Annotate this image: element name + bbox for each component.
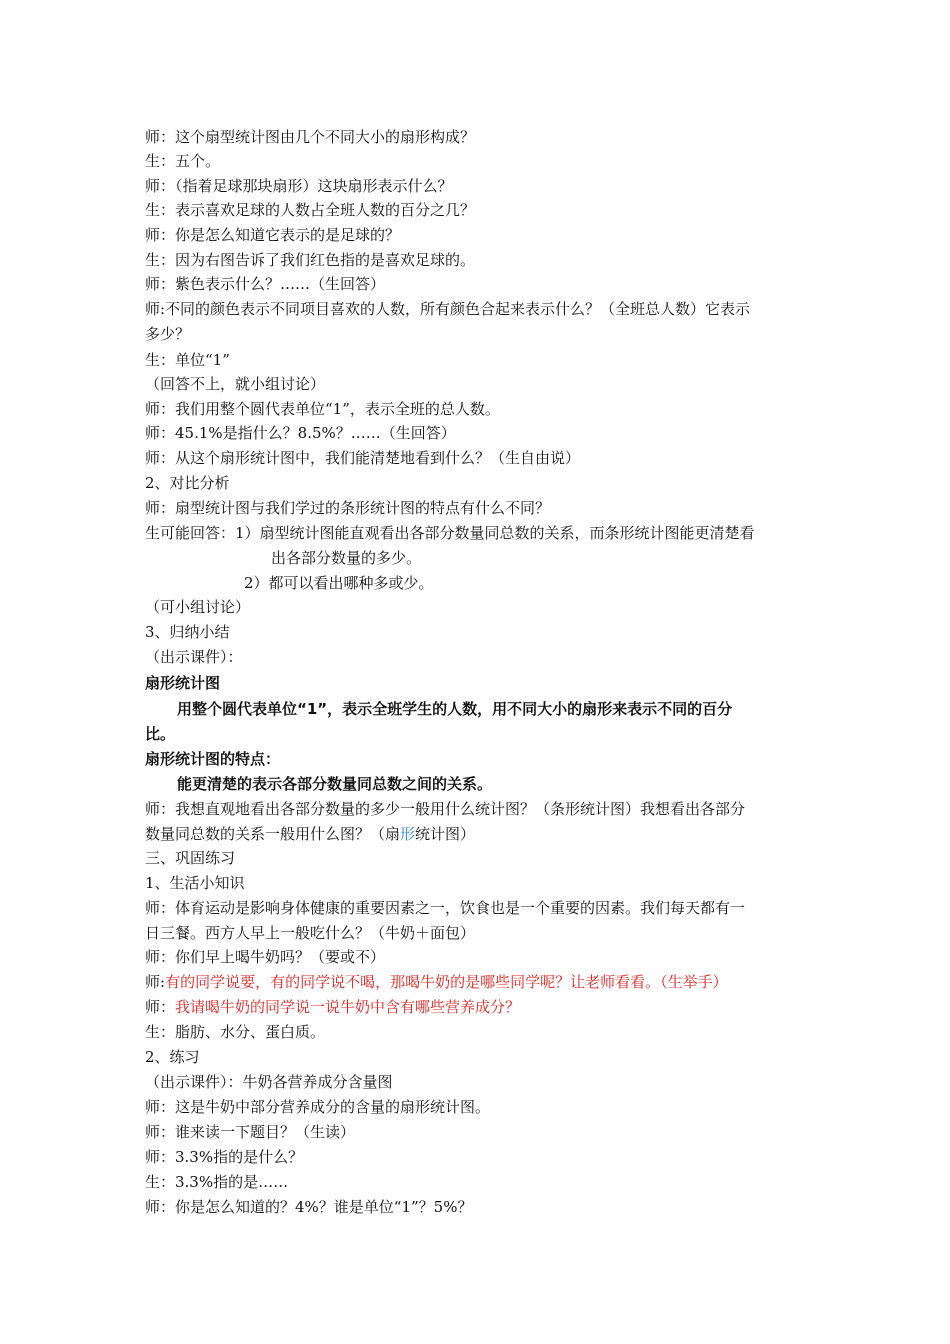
dialogue-line-cont: 日三餐。西方人早上一般吃什么？（牛奶＋面包） <box>145 924 476 942</box>
highlight-red: 有的同学说要，有的同学说不喝，那喝牛奶的是哪些同学呢？让老师看看。（生举手） <box>165 973 728 991</box>
dialogue-line: 生：单位“1” <box>145 351 230 369</box>
dialogue-line: 生：五个。 <box>145 152 221 170</box>
dialogue-line <box>145 970 815 995</box>
dialogue-line: 师：你们早上喝牛奶吗？（要或不） <box>145 948 386 966</box>
text-segment: 数量同总数的关系一般用什么图？（扇 <box>145 825 401 843</box>
dialogue-line: 师：我想直观地看出各部分数量的多少一般用什么统计图？（条形统计图）我想看出各部分 <box>145 800 746 818</box>
dialogue-line: 师:不同的颜色表示不同项目喜欢的人数，所有颜色合起来表示什么？（全班总人数）它表示 <box>145 300 751 318</box>
section-heading: 2、对比分析 <box>145 474 230 492</box>
note-line: （出示课件）：牛奶各营养成分含量图 <box>145 1073 393 1091</box>
definition-text: 用整个圆代表单位“1”，表示全班学生的人数，用不同大小的扇形来表示不同的百分 <box>177 700 733 718</box>
dialogue-line: 师：这是牛奶中部分营养成分的含量的扇形统计图。 <box>145 1098 491 1116</box>
dialogue-line: 生：脂肪、水分、蛋白质。 <box>145 1023 326 1041</box>
dialogue-line: 师：（指着足球那块扇形）这块扇形表示什么？ <box>145 177 453 195</box>
highlight-red: 我请喝牛奶的同学说一说牛奶中含有哪些营养成分？ <box>175 998 521 1016</box>
definition-title: 扇形统计图 <box>145 674 221 692</box>
dialogue-line: 师：我们用整个圆代表单位“1”，表示全班的总人数。 <box>145 400 500 418</box>
feature-title: 扇形统计图的特点： <box>145 750 281 768</box>
dialogue-line: 2）都可以看出哪种多或少。 <box>244 574 434 592</box>
definition-text-cont: 比。 <box>145 725 176 743</box>
note-line: （回答不上，就小组讨论） <box>145 375 326 393</box>
dialogue-line: 生可能回答：1）扇型统计图能直观看出各部分数量同总数的关系，而条形统计图能更清楚看 <box>145 524 755 542</box>
dialogue-line-cont: 多少？ <box>145 325 191 343</box>
dialogue-line: 师：3.3%指的是什么？ <box>145 1148 304 1166</box>
dialogue-line: 生：因为右图告诉了我们红色指的是喜欢足球的。 <box>145 251 476 269</box>
dialogue-line: 生：表示喜欢足球的人数占全班人数的百分之几？ <box>145 201 476 219</box>
dialogue-line: 师：45.1%是指什么？8.5%？……（生回答） <box>145 424 456 442</box>
highlight-blue: 形 <box>400 825 416 843</box>
note-line: （可小组讨论） <box>145 598 251 616</box>
dialogue-line: 师：你是怎么知道的？4%？谁是单位“1”？5%？ <box>145 1198 473 1216</box>
dialogue-line: 师：体育运动是影响身体健康的重要因素之一，饮食也是一个重要的因素。我们每天都有一 <box>145 899 746 917</box>
dialogue-line: 师：你是怎么知道它表示的是足球的？ <box>145 226 401 244</box>
speaker-prefix: 师： <box>145 998 176 1016</box>
dialogue-line-cont <box>145 822 815 847</box>
dialogue-line-cont: 出各部分数量的多少。 <box>271 549 422 567</box>
speaker-prefix: 师: <box>145 973 166 991</box>
section-heading: 三、巩固练习 <box>145 849 236 867</box>
text-segment: 统计图） <box>415 825 476 843</box>
note-line: （出示课件）： <box>145 648 243 666</box>
dialogue-line: 师：紫色表示什么？……（生回答） <box>145 275 386 293</box>
feature-text: 能更清楚的表示各部分数量同总数之间的关系。 <box>177 775 493 793</box>
dialogue-line: 师：从这个扇形统计图中，我们能清楚地看到什么？（生自由说） <box>145 449 581 467</box>
dialogue-line: 师：谁来读一下题目？（生读） <box>145 1123 356 1141</box>
section-heading: 1、生活小知识 <box>145 874 245 892</box>
dialogue-line <box>145 995 815 1020</box>
dialogue-line: 师：扇型统计图与我们学过的条形统计图的特点有什么不同？ <box>145 499 551 517</box>
section-heading: 2、练习 <box>145 1048 200 1066</box>
dialogue-line: 师：这个扇型统计图由几个不同大小的扇形构成？ <box>145 128 476 146</box>
section-heading: 3、归纳小结 <box>145 623 230 641</box>
dialogue-line: 生：3.3%指的是…… <box>145 1173 289 1191</box>
